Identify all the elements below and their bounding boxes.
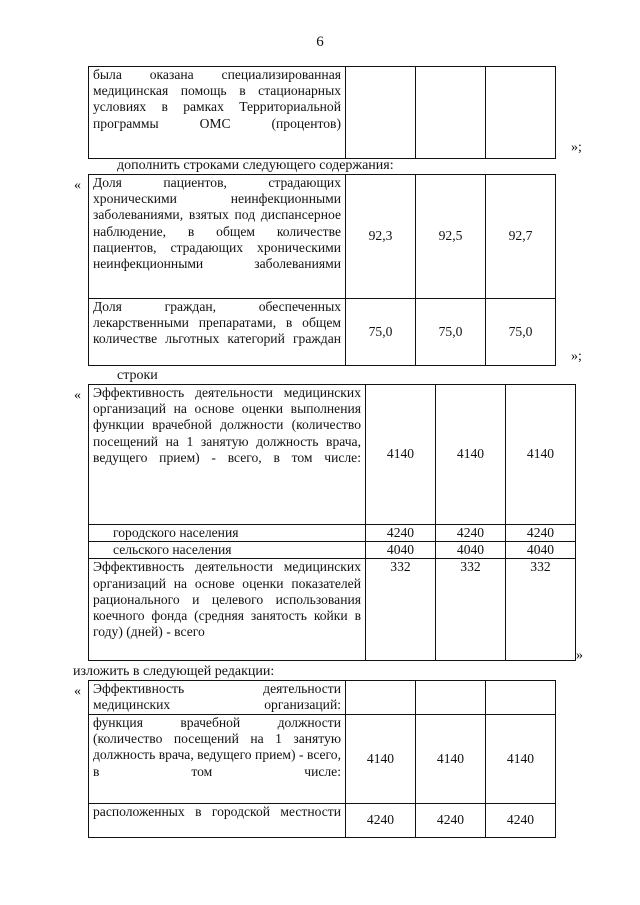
value-cell: 92,7 [486,175,556,299]
value-cell: 92,3 [346,175,416,299]
page-number: 6 [316,34,324,50]
value-cell: 4140 [486,715,556,804]
value-cell: 75,0 [416,299,486,366]
value-cell: 4140 [436,385,506,525]
value-cell [416,681,486,715]
opening-quote: « [74,684,81,699]
value-cell: 4040 [506,542,576,559]
value-cell: 75,0 [486,299,556,366]
value-cell: 4240 [346,804,416,838]
table-row [89,67,556,159]
value-cell: 92,5 [416,175,486,299]
row-label: Доля пациентов, страдающих хроническими неинфекционными заболеваниями, взятых под диспансерное наблюдение, в общем количестве пациентов, страдающих хроническими неинфекционными заболеваниями [89,175,346,299]
row-label: расположенных в городской местности [89,804,346,838]
value-cell [486,67,556,159]
closing-quote: »; [571,349,582,364]
value-cell: 4240 [506,525,576,542]
row-label: сельского населения [89,542,366,559]
opening-quote: « [74,388,81,403]
value-cell [346,67,416,159]
table-row [89,542,576,559]
value-cell: 4140 [366,385,436,525]
closing-quote: » [576,648,583,663]
row-label: Эффективность деятельности медицинских организаций на основе оценки показателей рационального и целевого использования коечного фонда (средняя занятость койки в году) (дней) - всего [89,559,366,661]
row-label: Эффективность деятельности медицинских организаций: [89,681,346,715]
table-3 [88,384,576,661]
closing-quote: »; [571,140,582,155]
table-row [89,175,556,299]
table-row [89,525,576,542]
value-cell: 4040 [366,542,436,559]
value-cell: 4240 [436,525,506,542]
table-1 [88,66,556,159]
row-label: была оказана специализированная медицинская помощь в стационарных условиях в рамках Территориальной программы ОМС (процентов) [89,67,346,159]
value-cell [486,681,556,715]
row-label: Эффективность деятельности медицинских организаций на основе оценки выполнения функции врачебной должности (количество посещений на 1 занятую должность врача, ведущего прием) - всего, в том числе: [89,385,366,525]
instruction-text: дополнить строками следующего содержания: [117,158,394,173]
table-row [89,715,556,804]
row-label: функция врачебной должности (количество посещений на 1 занятую должность врача, ведущего прием) - всего, в том числе: [89,715,346,804]
instruction-text: изложить в следующей редакции: [73,664,275,679]
value-cell: 332 [506,559,576,661]
table-row [89,804,556,838]
table-2 [88,174,556,366]
row-label: Доля граждан, обеспеченных лекарственными препаратами, в общем количестве льготных категорий граждан [89,299,346,366]
value-cell: 332 [436,559,506,661]
table-row [89,385,576,525]
value-cell [416,67,486,159]
instruction-text: строки [117,368,158,383]
table-row [89,559,576,661]
table-row [89,681,556,715]
value-cell: 4140 [416,715,486,804]
value-cell: 4240 [366,525,436,542]
table-row [89,299,556,366]
value-cell: 4040 [436,542,506,559]
value-cell [346,681,416,715]
table-4 [88,680,556,838]
value-cell: 4140 [346,715,416,804]
value-cell: 332 [366,559,436,661]
row-label: городского населения [89,525,366,542]
value-cell: 4240 [416,804,486,838]
opening-quote: « [74,178,81,193]
value-cell: 75,0 [346,299,416,366]
value-cell: 4140 [506,385,576,525]
value-cell: 4240 [486,804,556,838]
